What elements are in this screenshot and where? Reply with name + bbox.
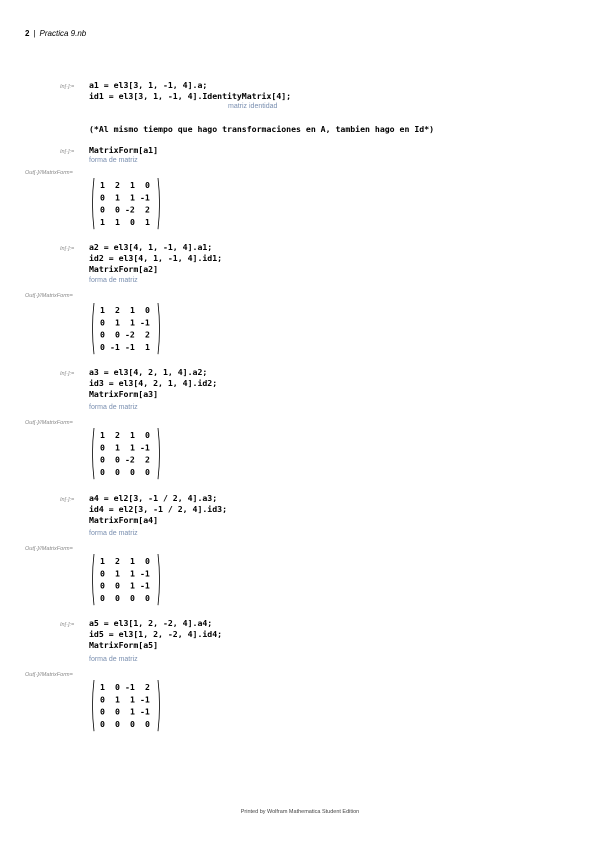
code-line: MatrixForm[a2] [89,264,159,274]
matrix-entry: 1 [130,180,135,190]
matrix-entry: 2 [115,305,120,315]
matrix-entry: 2 [145,329,150,340]
matrix-entry: 2 [145,682,150,692]
matrix-entry: 0 [100,442,105,453]
right-paren [158,554,160,605]
matrix-entry: 1 [145,341,150,352]
matrix-entry: -1 [140,706,150,717]
matrix-entry: 0 [145,592,150,603]
matrix-entry: 1 [115,216,120,227]
matrix-entry: 0 [145,430,150,440]
matrix-entry: 1 [130,556,135,566]
notebook-filename: Practica 9.nb [39,29,87,38]
page-footer: Printed by Wolfram Mathematica Student Edition [240,809,360,815]
output-label: Out[·]//MatrixForm= [25,546,73,552]
matrix-entry: 0 [100,341,105,352]
matrix-entry: 0 [130,466,135,477]
matrix-entry: 0 [145,180,150,190]
input-cell-a3[interactable] [89,367,217,400]
matrix-entry: 0 [100,706,105,717]
matrix-entry: 1 [130,192,135,203]
matrix-entry: 0 [100,192,105,203]
matrix-entry: 2 [145,204,150,215]
matrix-entry: 1 [100,216,105,227]
matrix-entry: 1 [100,180,105,190]
input-label: In[·]:= [60,497,75,503]
left-paren [93,303,95,354]
matrix-entry: -1 [140,694,150,705]
right-paren [158,428,160,479]
matrix-entry: 0 [145,466,150,477]
input-label: In[·]:= [60,246,75,252]
output-label: Out[·]//MatrixForm= [25,293,73,299]
matrix-entry: 1 [115,568,120,579]
code-line: a3 = el3[4, 2, 1, 4].a2; [89,367,208,377]
matrix-entry: 1 [130,305,135,315]
matrix-entry: -2 [125,454,135,465]
input-cell-a5[interactable] [89,618,222,651]
code-line: MatrixForm[a5] [89,640,159,650]
matrix-svg [90,177,162,230]
matrix-entry: 0 [115,329,120,340]
matrix-entry: 2 [145,454,150,465]
hint-matrix-form: forma de matriz [89,530,138,537]
input-label: In[·]:= [60,84,75,90]
matrix-entry: 1 [115,192,120,203]
page-number: 2 [25,29,30,38]
matrix-entry: -1 [125,341,135,352]
hint-matrix-form: forma de matriz [89,656,138,663]
matrix-entry: 0 [115,682,120,692]
matrix-entry: 0 [115,454,120,465]
matrix-entry: -1 [140,442,150,453]
right-paren [158,680,160,731]
output-label: Out[·]//MatrixForm= [25,170,73,176]
matrix-entry: 1 [100,682,105,692]
matrix-entry: -1 [140,192,150,203]
code-line: id4 = el2[3, -1 / 2, 4].id3; [89,504,228,514]
matrix-entry: 1 [130,568,135,579]
input-label: In[·]:= [60,622,75,628]
output-matrix [90,427,162,480]
hint-identity-matrix: matriz identidad [228,103,278,110]
matrix-entry: 0 [145,556,150,566]
output-matrix [90,553,162,606]
output-label: Out[·]//MatrixForm= [25,672,73,678]
matrix-entry: 1 [115,694,120,705]
matrix-entry: 0 [130,592,135,603]
code-line: MatrixForm[a1] [89,145,159,155]
hint-matrix-form: forma de matriz [89,277,138,284]
matrix-entry: 2 [115,430,120,440]
matrix-entry: -1 [140,317,150,328]
output-matrix [90,177,162,230]
left-paren [93,178,95,229]
code-line: id5 = el3[1, 2, -2, 4].id4; [89,629,223,639]
matrix-entry: 0 [100,204,105,215]
matrix-entry: 0 [100,329,105,340]
input-cell-a2[interactable] [89,242,222,275]
matrix-entry: 1 [145,216,150,227]
right-paren [158,303,160,354]
matrix-entry: 0 [115,580,120,591]
code-line: a2 = el3[4, 1, -1, 4].a1; [89,242,213,252]
code-line: MatrixForm[a4] [89,515,159,525]
code-line: MatrixForm[a3] [89,389,159,399]
input-cell-matrixform-a1[interactable] [89,145,158,156]
matrix-entry: 0 [100,466,105,477]
code-line: id3 = el3[4, 2, 1, 4].id2; [89,378,218,388]
matrix-entry: 1 [100,556,105,566]
matrix-entry: 0 [115,204,120,215]
code-comment: (*Al mismo tiempo que hago transformaciones en A, tambien hago en Id*) [89,124,435,134]
matrix-entry: 1 [130,694,135,705]
code-line: id1 = el3[3, 1, -1, 4].IdentityMatrix[4]; [89,91,292,101]
matrix-entry: 1 [130,580,135,591]
matrix-entry: 2 [115,556,120,566]
matrix-entry: 0 [115,718,120,729]
matrix-entry: 1 [130,317,135,328]
matrix-entry: 0 [145,718,150,729]
input-cell-a4[interactable] [89,493,227,526]
matrix-entry: 1 [115,442,120,453]
matrix-svg [90,553,162,606]
matrix-entry: 0 [100,317,105,328]
hint-matrix-form: forma de matriz [89,404,138,411]
hint-matrix-form: forma de matriz [89,157,138,164]
matrix-svg [90,679,162,732]
matrix-entry: -1 [110,341,120,352]
matrix-entry: 1 [100,305,105,315]
output-label: Out[·]//MatrixForm= [25,420,73,426]
matrix-entry: -1 [125,682,135,692]
matrix-svg [90,427,162,480]
header-separator: | [33,29,36,38]
matrix-entry: 0 [100,580,105,591]
input-label: In[·]:= [60,149,75,155]
page-header [25,29,86,38]
matrix-entry: 1 [100,430,105,440]
matrix-svg [90,302,162,355]
matrix-entry: 1 [115,317,120,328]
input-label: In[·]:= [60,371,75,377]
left-paren [93,428,95,479]
matrix-entry: 0 [100,718,105,729]
matrix-entry: 1 [130,706,135,717]
matrix-entry: 0 [100,454,105,465]
left-paren [93,554,95,605]
matrix-entry: 1 [130,442,135,453]
matrix-entry: 0 [100,694,105,705]
comment-cell[interactable] [89,124,434,135]
matrix-entry: 0 [115,466,120,477]
output-matrix [90,302,162,355]
matrix-entry: -1 [140,580,150,591]
code-line: a1 = el3[3, 1, -1, 4].a; [89,80,208,90]
output-matrix [90,679,162,732]
matrix-entry: -2 [125,204,135,215]
matrix-entry: -1 [140,568,150,579]
right-paren [158,178,160,229]
code-line: a4 = el2[3, -1 / 2, 4].a3; [89,493,218,503]
matrix-entry: -2 [125,329,135,340]
matrix-entry: 0 [115,706,120,717]
matrix-entry: 1 [130,430,135,440]
input-cell-a1[interactable] [89,80,291,102]
matrix-entry: 0 [130,216,135,227]
matrix-entry: 2 [115,180,120,190]
left-paren [93,680,95,731]
code-line: a5 = el3[1, 2, -2, 4].a4; [89,618,213,628]
matrix-entry: 0 [100,592,105,603]
matrix-entry: 0 [115,592,120,603]
matrix-entry: 0 [100,568,105,579]
matrix-entry: 0 [145,305,150,315]
code-line: id2 = el3[4, 1, -1, 4].id1; [89,253,223,263]
matrix-entry: 0 [130,718,135,729]
